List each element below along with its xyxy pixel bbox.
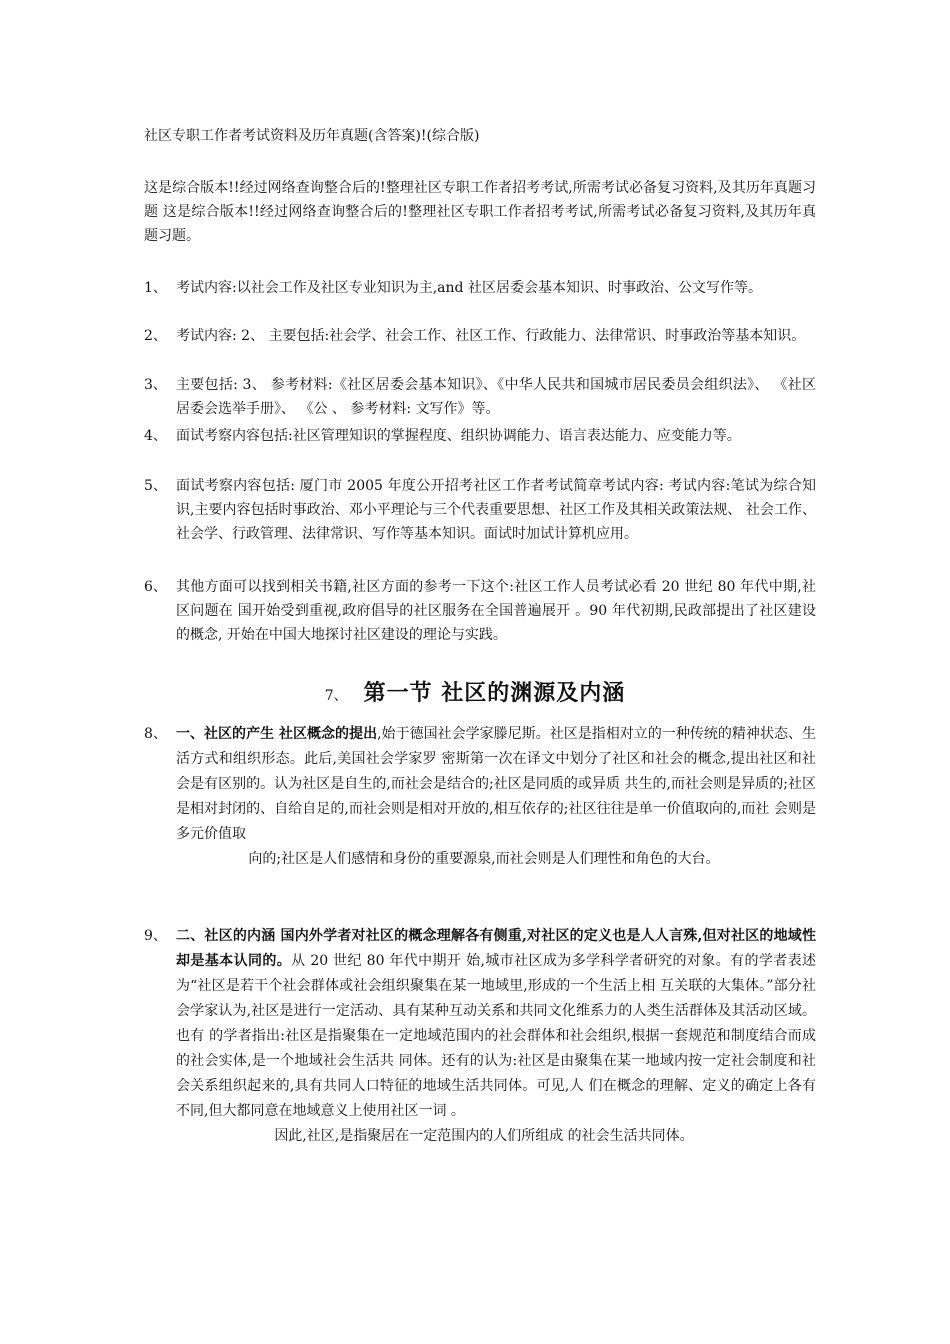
list-item-number: 6、 bbox=[144, 579, 167, 595]
list-item bbox=[144, 324, 816, 348]
section-heading-number: 7、 bbox=[324, 688, 348, 704]
list-item-text bbox=[176, 924, 816, 1149]
list-item-tail: 向的;社区是人们感情和身份的重要源泉,而社会则是人们理性和角色的大台。 bbox=[248, 851, 720, 867]
list-item-text: 面试考察内容包括: 厦门市 2005 年度公开招考社区工作者考试简章考试内容: 考试内容:笔试为综合知识,主要内容包括时事政治、邓小平理论与三个代表重要思想、社区工作及其相关政策法规、 社会工作、社会学、行政管理、法律常识、写作等基本知识。面试时加试计算机应用。 bbox=[176, 478, 816, 542]
list-item-number: 3、 bbox=[144, 377, 167, 393]
list-item bbox=[144, 424, 816, 448]
section-heading bbox=[0, 676, 950, 707]
list-item-bold-lead: 二、社区的内涵 国内外学者对社区的概念理解各有侧重,对社区的定义也是人人言殊,但对社区的地域性却是基本认同的。 bbox=[176, 928, 816, 969]
list-item-body: 从 20 世纪 80 年代中期开 始,城市社区成为多学科学者研究的对象。有的学者表述为“社区是若干个社会群体或社会组织聚集在某一地域里,形成的一个生活上相 互关联的大集体。”部分社会学家认为,社区是进行一定活动、具有某种互动关系和共同文化维系力的人类生活群体及其活动区域。也有 的学者指出:社区是指聚集在一定地域范围内的社会群体和社会组织,根据一套规范和制度结合而成的社会实体,是一个地域社会生活共 同体。还有的认为:社区是由聚集在某一地域内按一定社会制度和社会关系组织起来的,具有共同人口特征的地域生活共同体。可见,人 们在概念的理解、定义的确定上各有不同,但大都同意在地域意义上使用社区一词 。 bbox=[176, 953, 817, 1119]
list-item bbox=[144, 924, 816, 1149]
intro-paragraph: 这是综合版本!!经过网络查询整合后的!整理社区专职工作者招考考试,所需考试必备复习资料,及其历年真题习题 这是综合版本!!经过网络查询整合后的!整理社区专职工作者招考考试,所需考试必备复习资料,及其历年真题习题。 bbox=[144, 180, 816, 244]
list-item-tail: 因此,社区,是指聚居在一定范围内的人们所组成 的社会生活共同体。 bbox=[274, 1128, 694, 1144]
list-item-text bbox=[176, 722, 816, 872]
list-item-number: 2、 bbox=[144, 328, 167, 344]
list-item bbox=[144, 373, 816, 421]
document-title: 社区专职工作者考试资料及历年真题(含答案)!(综合版) bbox=[144, 128, 480, 144]
list-item-number: 4、 bbox=[144, 428, 167, 444]
list-item bbox=[144, 276, 816, 300]
list-item-number: 5、 bbox=[144, 478, 167, 494]
section-heading-text: 第一节 社区的渊源及内涵 bbox=[363, 680, 626, 706]
list-item bbox=[144, 474, 816, 546]
list-item bbox=[144, 575, 816, 647]
list-item-number: 9、 bbox=[144, 928, 167, 944]
list-item-text: 其他方面可以找到相关书籍,社区方面的参考一下这个:社区工作人员考试必看 20 世纪 80 年代中期,社区问题在 国开始受到重视,政府倡导的社区服务在全国普遍展开 。90 年代初期,民政部提出了社区建设的概念, 开始在中国大地探讨社区建设的理论与实践。 bbox=[176, 579, 816, 643]
list-item-number: 1、 bbox=[144, 280, 167, 296]
list-item-bold-lead: 一、社区的产生 社区概念的提出 bbox=[176, 726, 378, 742]
list-item-text: 考试内容:以社会工作及社区专业知识为主,and 社区居委会基本知识、时事政治、公文写作等。 bbox=[176, 280, 762, 296]
list-item bbox=[144, 722, 816, 872]
list-item-text: 主要包括: 3、 参考材料:《社区居委会基本知识》、《中华人民共和国城市居民委员会组织法》、 《社区居委会选举手册》、 《公 、 参考材料: 文写作》等。 bbox=[176, 377, 816, 417]
list-item-number: 8、 bbox=[144, 726, 167, 742]
list-item-body: ,始于德国社会学家滕尼斯。社区是指相对立的一种传统的精神状态、生活方式和组织形态。此后,美国社会学家罗 密斯第一次在译文中划分了社区和社会的概念,提出社区和社会是有区别的。认为社区是自生的,而社会是结合的;社区是同质的或异质 共生的,而社会则是异质的;社区是相对封闭的、自给自足的,而社会则是相对开放的,相互依存的;社区往往是单一价值取向的,而社 会则是多元价值取 bbox=[176, 726, 816, 842]
list-item-text: 面试考察内容包括:社区管理知识的掌握程度、组织协调能力、语言表达能力、应变能力等。 bbox=[176, 428, 741, 444]
list-item-text: 考试内容: 2、 主要包括:社会学、社会工作、社区工作、行政能力、法律常识、时事政治等基本知识。 bbox=[176, 328, 806, 344]
